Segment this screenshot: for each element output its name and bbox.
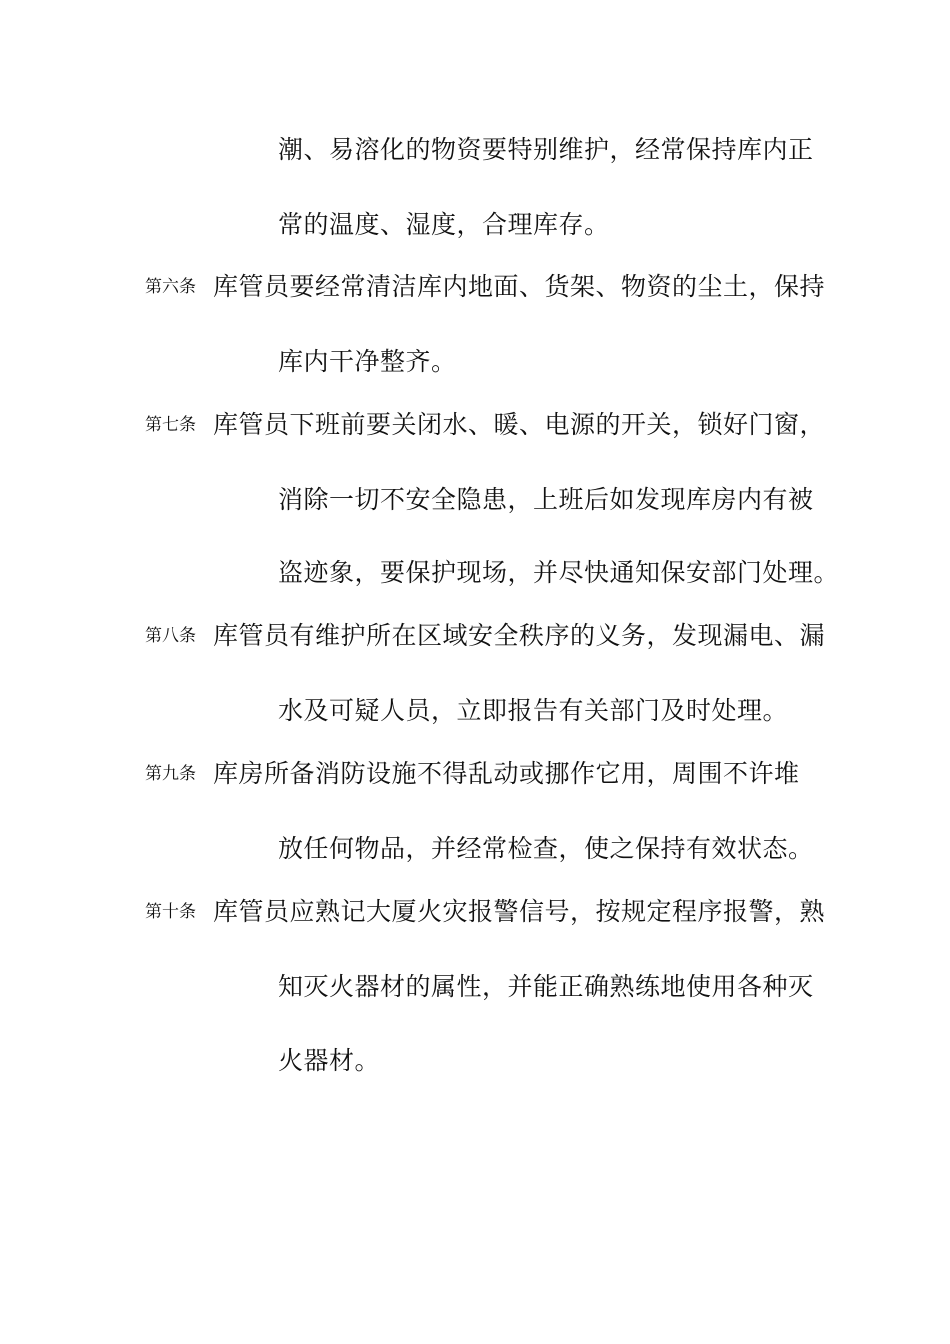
line-text: 库管员下班前要关闭水、暖、电源的开关，锁好门窗，: [213, 410, 826, 439]
article-label: 第八条: [145, 626, 196, 646]
continuation-line: [0, 342, 950, 382]
line-text: 库房所备消防设施不得乱动或挪作它用，周围不许堆: [213, 759, 800, 788]
continuation-line: [0, 829, 950, 869]
line-text: 库内干净整齐。: [278, 347, 457, 376]
line-text: 库管员要经常清洁库内地面、货架、物资的尘土，保持: [213, 272, 826, 301]
line-text: 常的温度、湿度，合理库存。: [278, 210, 610, 239]
line-text: 消除一切不安全隐患，上班后如发现库房内有被: [278, 485, 814, 514]
line-text: 水及可疑人员，立即报告有关部门及时处理。: [278, 696, 789, 725]
line-text: 潮、易溶化的物资要特别维护，经常保持库内正: [278, 135, 814, 164]
article-line-9: [0, 754, 950, 794]
continuation-line: [0, 205, 950, 245]
continuation-line: [0, 967, 950, 1007]
article-label: 第九条: [145, 764, 196, 784]
continuation-line: [0, 691, 950, 731]
article-line-10: [0, 892, 950, 932]
line-text: 库管员有维护所在区域安全秩序的义务，发现漏电、漏: [213, 621, 826, 650]
article-label: 第七条: [145, 415, 196, 435]
article-line-7: [0, 405, 950, 445]
line-text: 火器材。: [278, 1046, 381, 1075]
line-text: 放任何物品，并经常检查，使之保持有效状态。: [278, 834, 814, 863]
line-text: 盗迹象，要保护现场，并尽快通知保安部门处理。: [278, 558, 840, 587]
continuation-line: [0, 1041, 950, 1081]
article-label: 第十条: [145, 902, 196, 922]
continuation-line: [0, 480, 950, 520]
line-text: 库管员应熟记大厦火灾报警信号，按规定程序报警，熟: [213, 897, 826, 926]
continuation-line: [0, 553, 950, 593]
continuation-line: [0, 130, 950, 170]
line-text: 知灭火器材的属性，并能正确熟练地使用各种灭: [278, 972, 814, 1001]
article-line-6: [0, 267, 950, 307]
article-line-8: [0, 616, 950, 656]
article-label: 第六条: [145, 277, 196, 297]
